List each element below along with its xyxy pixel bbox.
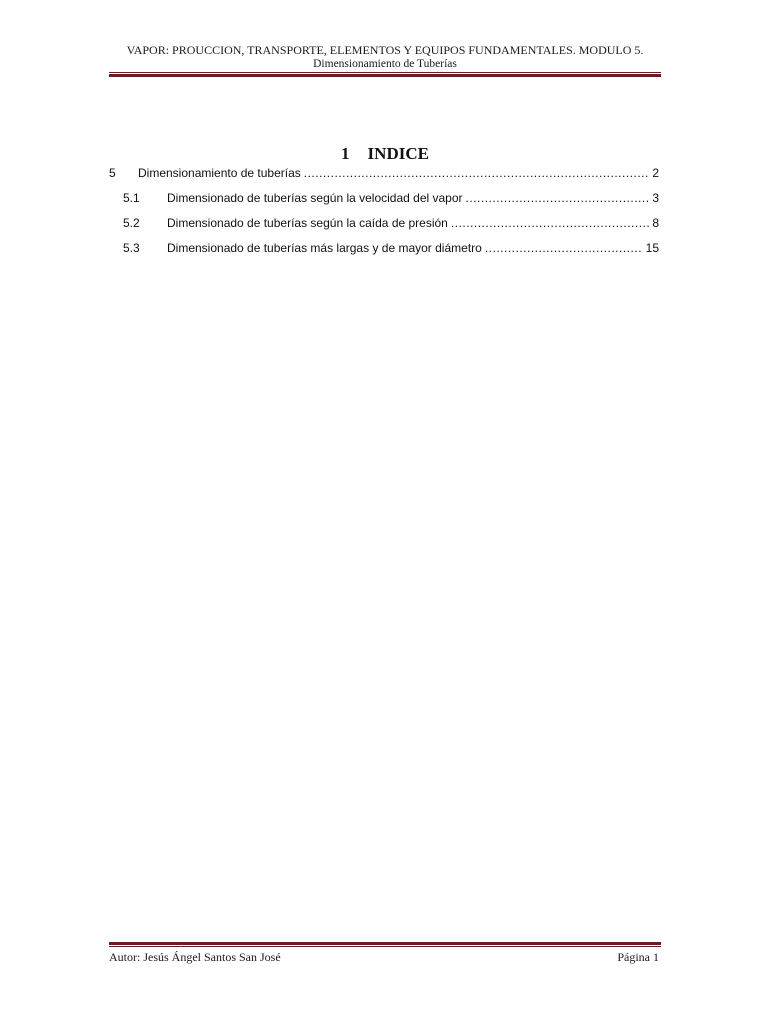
toc-entry-title: Dimensionamiento de tuberías [138,166,301,180]
toc-entry-title: Dimensionado de tuberías según la velocidad del vapor [167,191,463,205]
page-header [109,43,661,71]
toc-entry-number: 5.3 [123,241,140,255]
footer-author: Autor: Jesús Ángel Santos San José [109,950,281,964]
toc-leader-dots [485,241,643,256]
toc-heading-title: INDICE [367,144,429,163]
toc-entry-page: 2 [652,166,659,180]
toc-leader-dots [466,191,650,206]
toc-leader-dots [304,166,650,181]
footer-rule [109,942,661,947]
toc-entry-5[interactable] [109,166,659,181]
toc-entry-page: 8 [652,216,659,230]
header-subtitle: Dimensionamiento de Tuberías [313,58,457,70]
footer-page-number: Página 1 [617,950,659,964]
toc-leader-dots [451,216,649,231]
toc-entry-number: 5.2 [123,216,140,230]
toc-entry-5-3[interactable] [109,241,659,256]
toc-entry-title: Dimensionado de tuberías según la caída de presión [167,216,448,230]
toc-entry-number: 5 [109,166,116,180]
toc-heading-number: 1 [341,144,350,163]
header-title: VAPOR: PROUCCION, TRANSPORTE, ELEMENTOS Y EQUIPOS FUNDAMENTALES. MODULO 5. [126,43,644,57]
toc-entry-page: 15 [645,241,659,255]
header-rule [109,72,661,77]
toc-entry-title: Dimensionado de tuberías más largas y de mayor diámetro [167,241,482,255]
table-of-contents [109,166,659,266]
toc-entry-5-2[interactable] [109,216,659,231]
toc-heading [109,143,661,165]
toc-entry-5-1[interactable] [109,191,659,206]
toc-entry-number: 5.1 [123,191,140,205]
page-footer [109,950,659,964]
toc-entry-page: 3 [652,191,659,205]
